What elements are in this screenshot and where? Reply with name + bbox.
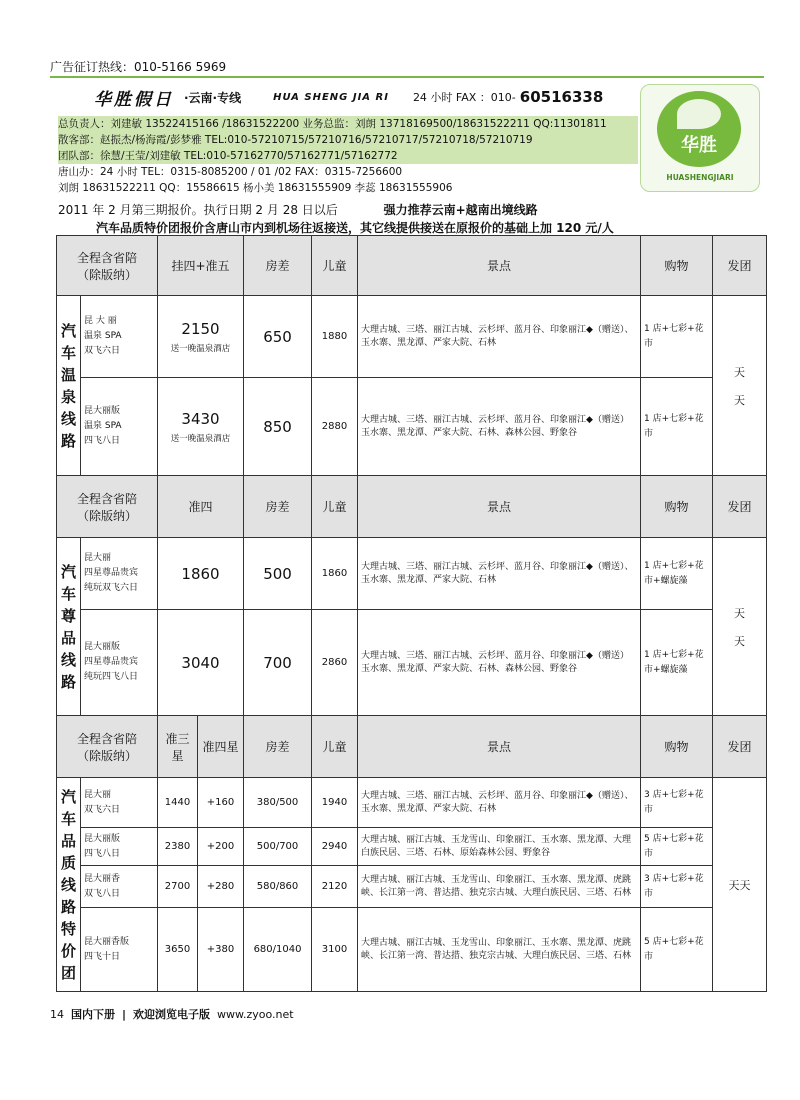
route-name: 昆大丽版 四飞八日 bbox=[81, 828, 158, 866]
company-logo bbox=[640, 84, 760, 192]
room-diff: 700 bbox=[244, 610, 312, 716]
contact-line: 散客部：赵振杰/杨海霞/彭梦雅 TEL:010-57210715/57210716/57210717/57210718/57210719 bbox=[58, 132, 638, 148]
contact-line: 刘朗 18631522211 QQ：15586615 杨小美 18631555909 李蕊 18631555906 bbox=[58, 180, 638, 196]
fax-label: 24 小时 FAX ：010- bbox=[412, 91, 516, 104]
header-escort: 全程含省陪 （除版纳） bbox=[57, 716, 158, 778]
child-price: 1940 bbox=[312, 778, 358, 828]
departure: 天 天 bbox=[713, 538, 767, 716]
header-child: 儿童 bbox=[312, 716, 358, 778]
route-name: 昆大丽版 四星尊品贵宾 纯玩四飞八日 bbox=[81, 610, 158, 716]
departure: 天 天 bbox=[713, 296, 767, 476]
route-name: 昆大丽 双飞六日 bbox=[81, 778, 158, 828]
page-number: 14 bbox=[50, 1008, 64, 1021]
brand-header bbox=[50, 82, 640, 112]
route-name: 昆 大 丽 温泉 SPA 双飞六日 bbox=[81, 296, 158, 378]
table-row bbox=[57, 778, 767, 828]
room-diff: 650 bbox=[244, 296, 312, 378]
scenic-list: 大理古城、三塔、丽江古城、云杉坪、蓝月谷、印象丽江◆（赠送）、玉水寨、黑龙潭、严家大院、石林 bbox=[358, 778, 641, 828]
child-price: 1880 bbox=[312, 296, 358, 378]
scenic-list: 大理古城、丽江古城、玉龙雪山、印象丽江、玉水寨、黑龙潭、大理白族民居、三塔、石林、原始森林公园、野象谷 bbox=[358, 828, 641, 866]
route-name: 昆大丽 四星尊品贵宾 纯玩双飞六日 bbox=[81, 538, 158, 610]
brand-subtitle: ·云南·专线 bbox=[184, 90, 242, 105]
header-escort: 全程含省陪 （除版纳） bbox=[57, 476, 158, 538]
header-shop: 购物 bbox=[641, 476, 713, 538]
table-row bbox=[57, 828, 767, 866]
header-scenic: 景点 bbox=[358, 236, 641, 296]
top-divider bbox=[50, 76, 764, 78]
header-child: 儿童 bbox=[312, 476, 358, 538]
price-3star: 2380 bbox=[158, 828, 198, 866]
shopping: 5 店+七彩+花市 bbox=[641, 828, 713, 866]
section1-header bbox=[57, 236, 767, 296]
header-scenic: 景点 bbox=[358, 716, 641, 778]
shopping: 3 店+七彩+花市 bbox=[641, 866, 713, 908]
header-depart: 发团 bbox=[713, 236, 767, 296]
shopping: 1 店+七彩+花市 bbox=[641, 296, 713, 378]
footer-slogan: 欢迎浏览电子版 bbox=[133, 1008, 211, 1021]
footer-separator: | bbox=[122, 1008, 127, 1021]
header-3star: 准三星 bbox=[158, 716, 198, 778]
header-hotel: 挂四+准五 bbox=[158, 236, 244, 296]
header-child: 儿童 bbox=[312, 236, 358, 296]
shopping: 5 店+七彩+花市 bbox=[641, 908, 713, 992]
scenic-list: 大理古城、三塔、丽江古城、云杉坪、蓝月谷、印象丽江◆（赠送）玉水寨、黑龙潭、严家大院、石林、森林公园、野象谷 bbox=[358, 378, 641, 476]
header-4star: 准四星 bbox=[198, 716, 244, 778]
contact-line: 唐山办：24 小时 TEL：0315-8085200 / 01 /02 FAX：0315-7256600 bbox=[58, 164, 638, 180]
room-diff: 680/1040 bbox=[244, 908, 312, 992]
scenic-list: 大理古城、三塔、丽江古城、云杉坪、蓝月谷、印象丽江◆（赠送）玉水寨、黑龙潭、严家大院、石林、森林公园、野象谷 bbox=[358, 610, 641, 716]
price-4star: +200 bbox=[198, 828, 244, 866]
table-row bbox=[57, 296, 767, 378]
scenic-list: 大理古城、三塔、丽江古城、云杉坪、蓝月谷、印象丽江◆（赠送）、玉水寨、黑龙潭、严家大院、石林 bbox=[358, 538, 641, 610]
table-row bbox=[57, 378, 767, 476]
ad-hotline: 广告征订热线：010-5166 5969 bbox=[50, 60, 227, 74]
price-4star: +160 bbox=[198, 778, 244, 828]
route-name: 昆大丽香版 四飞十日 bbox=[81, 908, 158, 992]
price-notice bbox=[58, 201, 758, 218]
logo-leaf-icon bbox=[677, 99, 721, 129]
table-row bbox=[57, 866, 767, 908]
table-row bbox=[57, 908, 767, 992]
room-diff: 500 bbox=[244, 538, 312, 610]
price-4star: +280 bbox=[198, 866, 244, 908]
shopping: 3 店+七彩+花市 bbox=[641, 778, 713, 828]
price-3star: 2700 bbox=[158, 866, 198, 908]
header-depart: 发团 bbox=[713, 476, 767, 538]
child-price: 2940 bbox=[312, 828, 358, 866]
price: 3040 bbox=[158, 610, 244, 716]
room-diff: 580/860 bbox=[244, 866, 312, 908]
table-row bbox=[57, 538, 767, 610]
logo-text: 华胜 bbox=[681, 135, 717, 156]
route-name: 昆大丽版 温泉 SPA 四飞八日 bbox=[81, 378, 158, 476]
contact-line: 总负责人：刘建敏 13522415166 /18631522200 业务总监：刘朗 13718169500/18631522211 QQ:11301811 bbox=[58, 116, 638, 132]
logo-english: HUASHENGJIARI bbox=[666, 173, 734, 182]
child-price: 2880 bbox=[312, 378, 358, 476]
brand-english: HUA SHENG JIA RI bbox=[273, 91, 389, 103]
header-room: 房差 bbox=[244, 476, 312, 538]
header-scenic: 景点 bbox=[358, 476, 641, 538]
transfer-notice: 汽车品质特价团报价含唐山市内到机场往返接送，其它线提供接送在原报价的基础上加 120 元/人 bbox=[96, 221, 614, 235]
room-diff: 850 bbox=[244, 378, 312, 476]
section3-label: 汽 车 品 质 线 路 特 价 团 bbox=[57, 778, 81, 992]
scenic-list: 大理古城、丽江古城、玉龙雪山、印象丽江、玉水寨、黑龙潭、虎跳峡、长江第一湾、普达措、独克宗古城、大理白族民居、三塔、石林 bbox=[358, 866, 641, 908]
contact-line: 团队部：徐慧/王莹/刘建敏 TEL:010-57162770/57162771/57162772 bbox=[58, 148, 638, 164]
shopping: 1 店+七彩+花市+螺旋藻 bbox=[641, 610, 713, 716]
header-hotel: 准四 bbox=[158, 476, 244, 538]
promo-highlight: 强力推荐云南+越南出境线路 bbox=[383, 203, 538, 217]
departure: 天天 bbox=[713, 778, 767, 992]
section2-header bbox=[57, 476, 767, 538]
section3-header bbox=[57, 716, 767, 778]
price-4star: +380 bbox=[198, 908, 244, 992]
header-shop: 购物 bbox=[641, 716, 713, 778]
child-price: 3100 bbox=[312, 908, 358, 992]
section2-label: 汽 车 尊 品 线 路 bbox=[57, 538, 81, 716]
fax-number: 60516338 bbox=[519, 88, 604, 106]
child-price: 2120 bbox=[312, 866, 358, 908]
contact-info bbox=[58, 116, 638, 196]
section-name: 国内下册 bbox=[71, 1008, 115, 1021]
scenic-list: 大理古城、丽江古城、玉龙雪山、印象丽江、玉水寨、黑龙潭、虎跳峡、长江第一湾、普达措、独克宗古城、大理白族民居、三塔、石林 bbox=[358, 908, 641, 992]
table-row bbox=[57, 610, 767, 716]
website-link[interactable]: www.zyoo.net bbox=[217, 1008, 294, 1021]
price: 2150 送一晚温泉酒店 bbox=[158, 296, 244, 378]
child-price: 1860 bbox=[312, 538, 358, 610]
price-table bbox=[56, 235, 767, 992]
brand-name: 华胜假日 bbox=[94, 89, 174, 110]
child-price: 2860 bbox=[312, 610, 358, 716]
price-3star: 3650 bbox=[158, 908, 198, 992]
section1-label: 汽 车 温 泉 线 路 bbox=[57, 296, 81, 476]
logo-apple-icon bbox=[657, 91, 741, 167]
room-diff: 380/500 bbox=[244, 778, 312, 828]
header-shop: 购物 bbox=[641, 236, 713, 296]
shopping: 1 店+七彩+花市+螺旋藻 bbox=[641, 538, 713, 610]
shopping: 1 店+七彩+花市 bbox=[641, 378, 713, 476]
price: 3430 送一晚温泉酒店 bbox=[158, 378, 244, 476]
room-diff: 500/700 bbox=[244, 828, 312, 866]
header-room: 房差 bbox=[244, 236, 312, 296]
header-room: 房差 bbox=[244, 716, 312, 778]
price: 1860 bbox=[158, 538, 244, 610]
price-period: 2011 年 2 月第三期报价。执行日期 2 月 28 日以后 bbox=[58, 203, 338, 217]
price-3star: 1440 bbox=[158, 778, 198, 828]
route-name: 昆大丽香 双飞八日 bbox=[81, 866, 158, 908]
scenic-list: 大理古城、三塔、丽江古城、云杉坪、蓝月谷、印象丽江◆（赠送）、玉水寨、黑龙潭、严家大院、石林 bbox=[358, 296, 641, 378]
header-escort: 全程含省陪 （除版纳） bbox=[57, 236, 158, 296]
header-depart: 发团 bbox=[713, 716, 767, 778]
page-footer bbox=[50, 1006, 294, 1022]
